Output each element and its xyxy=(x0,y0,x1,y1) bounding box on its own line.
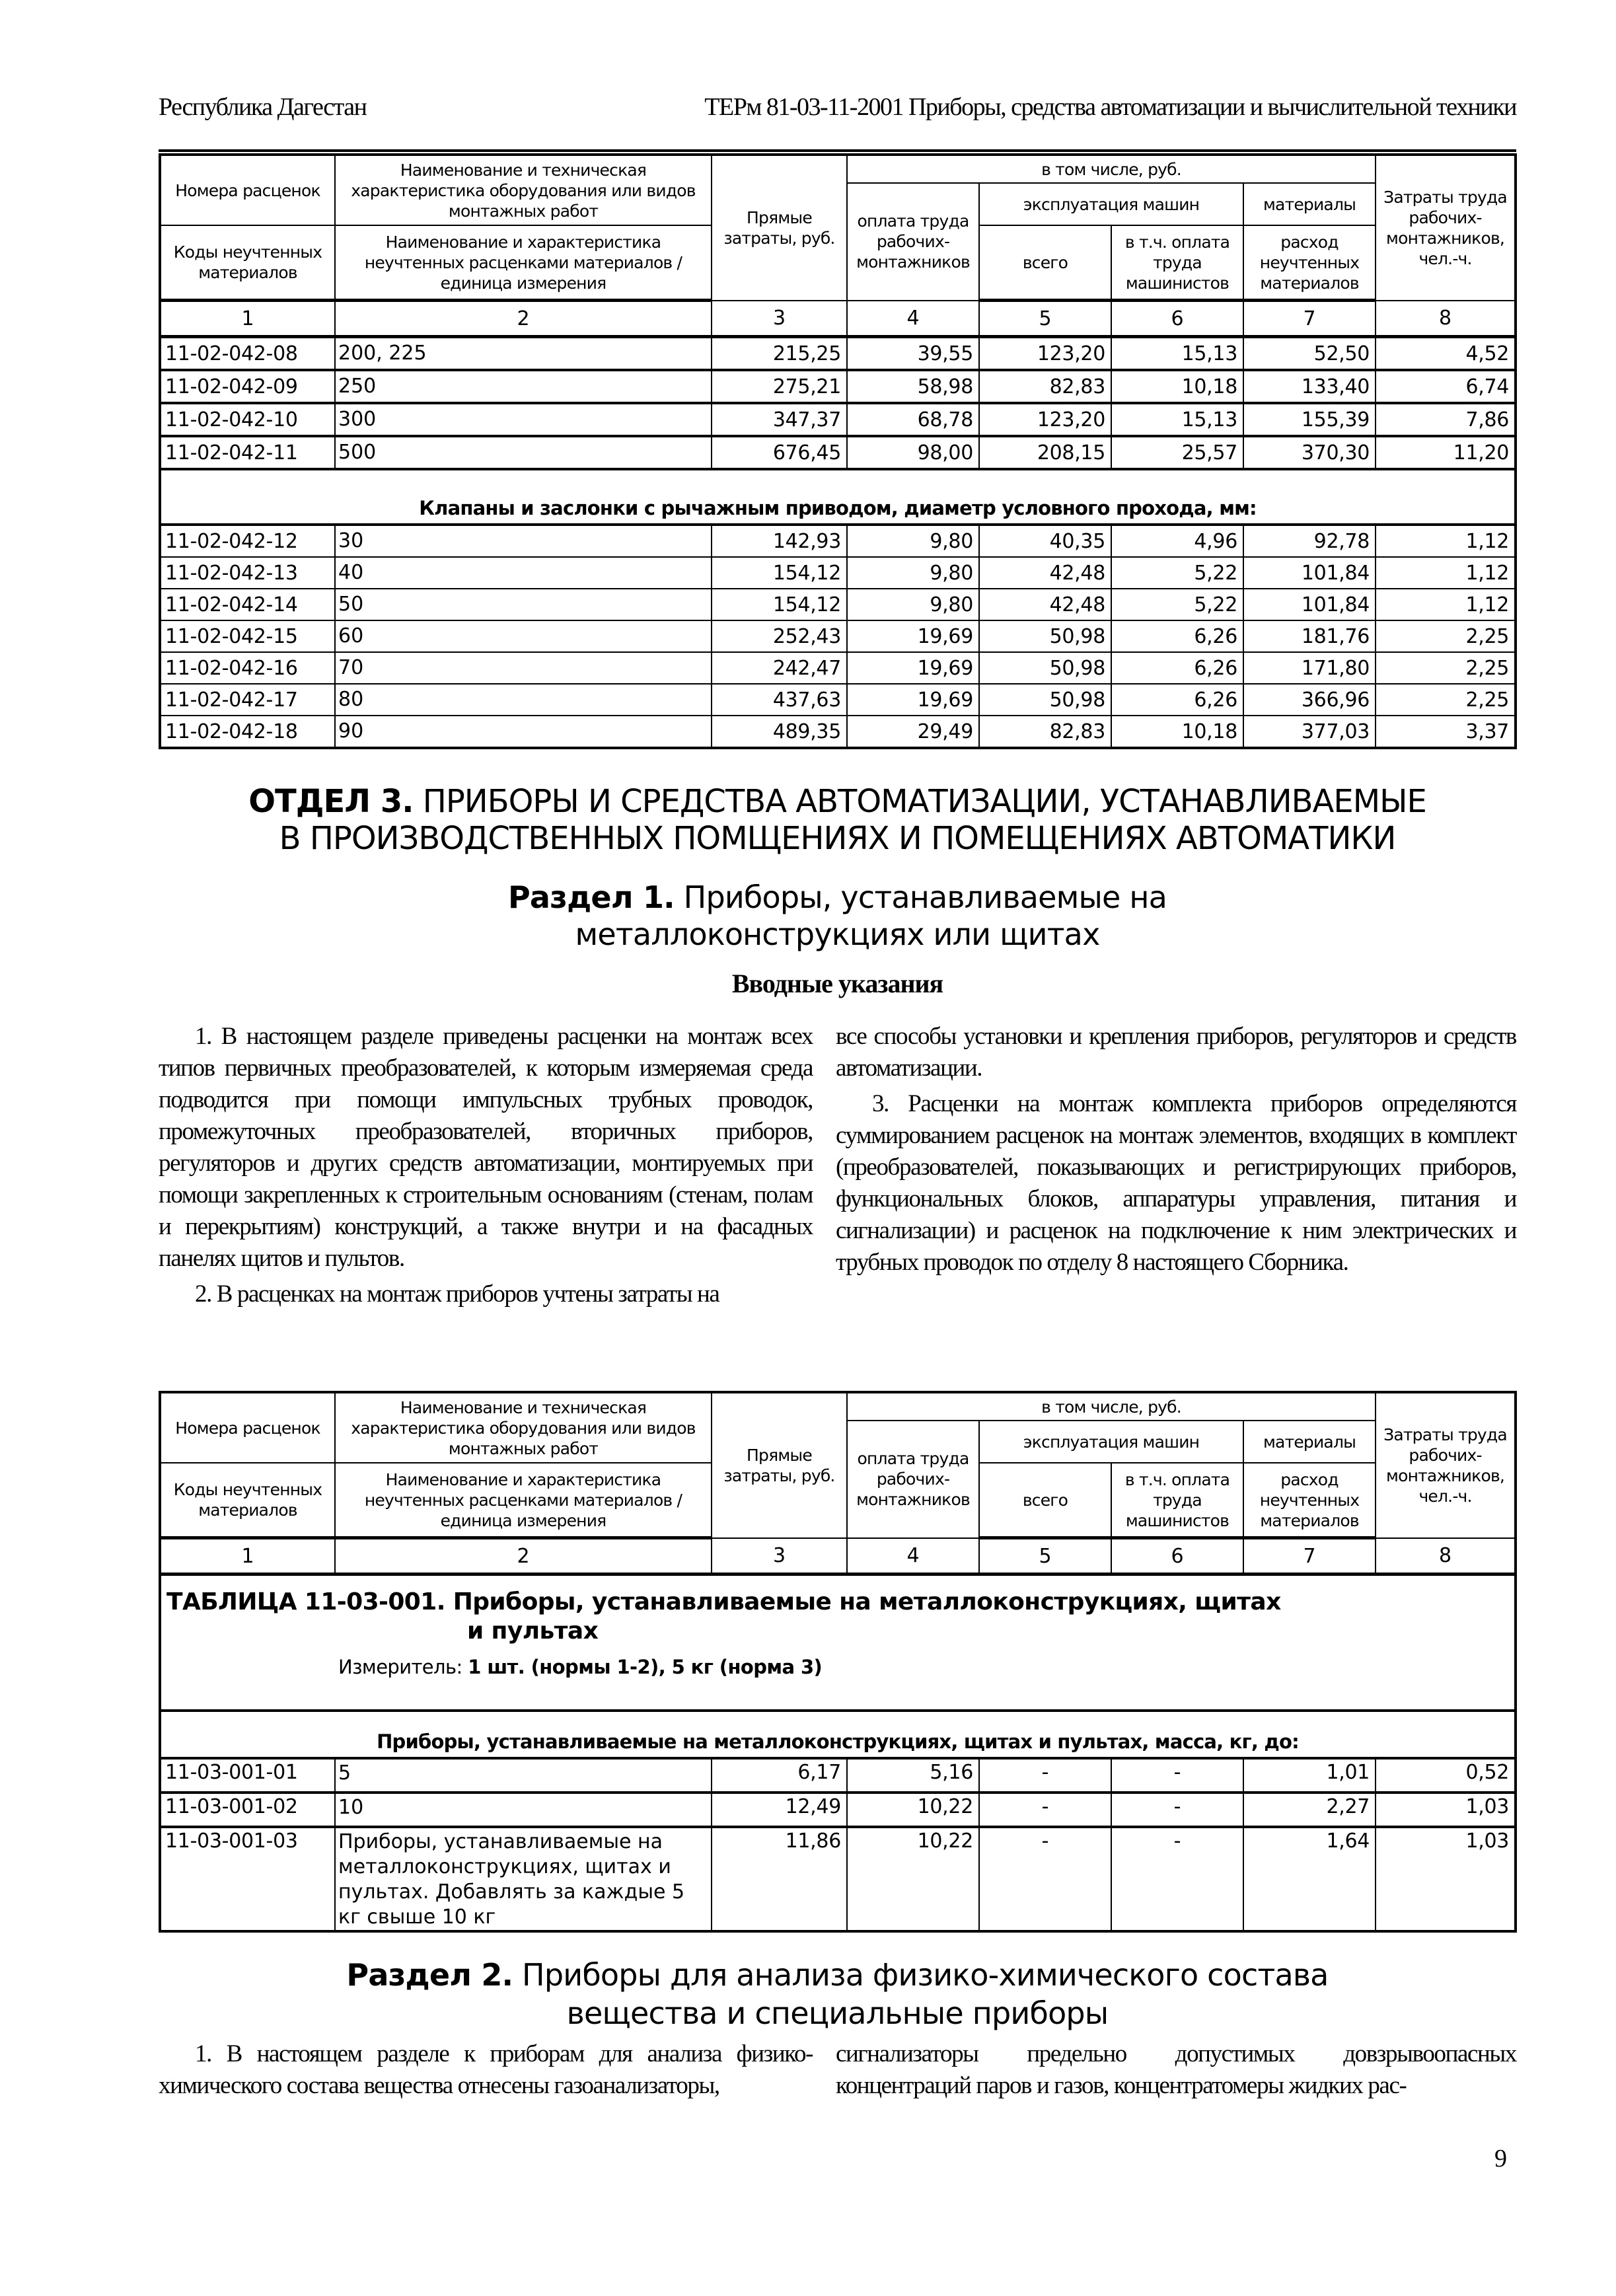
cell-labor-hours: 1,12 xyxy=(1376,589,1516,620)
cell-labor-pay: 9,80 xyxy=(847,557,979,589)
cell-machines-total: - xyxy=(979,1827,1111,1931)
cell-materials-cost: 171,80 xyxy=(1243,652,1376,684)
table-row xyxy=(160,1758,1516,1793)
cell-rate-code: 11-02-042-09 xyxy=(160,370,335,403)
cell-labor-pay: 19,69 xyxy=(847,684,979,716)
intro-paragraph-2-cont: все способы установки и крепления приборов, регуляторов и средств автоматизации. xyxy=(836,1023,1516,1082)
cell-labor-pay: 39,55 xyxy=(847,337,979,371)
col-number: 1 xyxy=(160,1538,335,1574)
table-row xyxy=(160,652,1516,684)
table-row xyxy=(160,337,1516,371)
section2-left-column xyxy=(159,2038,813,2106)
cell-machines-total: 50,98 xyxy=(979,652,1111,684)
section2-paragraph-1-cont: сигнализаторы предельно допустимых довзрывоопасных концентраций паров и газов, концентратомеры жидких рас- xyxy=(836,2040,1516,2099)
running-header xyxy=(159,93,1516,132)
table-caption-line1: Приборы, устанавливаемые на металлоконструкциях, щитах xyxy=(445,1588,1281,1615)
section1-title-line1: Приборы, устанавливаемые на xyxy=(674,879,1167,915)
cell-direct-costs: 242,47 xyxy=(712,652,847,684)
cell-rate-code: 11-02-042-18 xyxy=(160,716,335,748)
table-measure xyxy=(338,1652,1508,1682)
col-number: 2 xyxy=(335,1538,712,1574)
table-row xyxy=(160,1793,1516,1827)
header-work-name: Наименование и техническая характеристика оборудования или видов монтажных работ xyxy=(335,1392,712,1463)
cell-materials-cost: 1,64 xyxy=(1243,1827,1376,1931)
table-caption-line2: и пультах xyxy=(467,1617,599,1645)
division-label: ОТДЕЛ 3. xyxy=(248,783,414,820)
cell-materials-cost: 52,50 xyxy=(1243,337,1376,371)
col-number: 3 xyxy=(712,1538,847,1574)
section2-paragraph-1: 1. В настоящем разделе к приборам для анализа физико-химического состава вещества отнесены газоанализаторы, xyxy=(159,2040,813,2099)
col-number: 8 xyxy=(1376,1538,1516,1574)
cell-direct-costs: 275,21 xyxy=(712,370,847,403)
cell-work-name: 10 xyxy=(335,1793,712,1827)
cell-labor-hours: 2,25 xyxy=(1376,652,1516,684)
cell-labor-hours: 1,03 xyxy=(1376,1793,1516,1827)
cell-labor-hours: 6,74 xyxy=(1376,370,1516,403)
cell-machines-total: 42,48 xyxy=(979,589,1111,620)
cell-machines-total: - xyxy=(979,1758,1111,1793)
cell-rate-code: 11-02-042-14 xyxy=(160,589,335,620)
cell-materials-cost: 155,39 xyxy=(1243,403,1376,436)
header-region: Республика Дагестан xyxy=(159,93,367,121)
group-title-instruments: Приборы, устанавливаемые на металлоконструкциях, щитах и пультах, масса, кг, до: xyxy=(160,1711,1516,1758)
cell-rate-code: 11-02-042-12 xyxy=(160,525,335,557)
division-title xyxy=(159,783,1516,857)
header-materials: материалы xyxy=(1243,1421,1376,1463)
section2-label: Раздел 2. xyxy=(346,1957,513,1993)
cell-materials-cost: 370,30 xyxy=(1243,436,1376,469)
section1-title xyxy=(159,879,1516,953)
table-caption-number: ТАБЛИЦА 11-03-001. xyxy=(166,1588,445,1615)
cell-materials-cost: 366,96 xyxy=(1243,684,1376,716)
cell-labor-hours: 2,25 xyxy=(1376,620,1516,652)
cell-work-name: 90 xyxy=(335,716,712,748)
cell-machinists-pay: 6,26 xyxy=(1111,684,1243,716)
cell-work-name: 60 xyxy=(335,620,712,652)
cell-machinists-pay: - xyxy=(1111,1793,1243,1827)
intro-title: Вводные указания xyxy=(731,969,943,998)
cell-work-name: 500 xyxy=(335,436,712,469)
header-materials: материалы xyxy=(1243,183,1376,225)
cell-machinists-pay: 15,13 xyxy=(1111,403,1243,436)
cell-direct-costs: 154,12 xyxy=(712,589,847,620)
table-row xyxy=(160,436,1516,469)
header-document-title: ТЕРм 81-03-11-2001 Приборы, средства автоматизации и вычислительной техники xyxy=(704,93,1516,121)
table-row xyxy=(160,557,1516,589)
cell-work-name: 70 xyxy=(335,652,712,684)
col-number: 2 xyxy=(335,301,712,337)
col-number: 6 xyxy=(1111,301,1243,337)
cell-labor-hours: 3,37 xyxy=(1376,716,1516,748)
header-including: в том числе, руб. xyxy=(847,155,1376,183)
cell-machines-total: 40,35 xyxy=(979,525,1111,557)
header-machines-total: всего xyxy=(979,1463,1111,1538)
division-title-line1: ПРИБОРЫ И СРЕДСТВА АВТОМАТИЗАЦИИ, УСТАНАВЛИВАЕМЫЕ xyxy=(413,783,1426,820)
col-number: 4 xyxy=(847,301,979,337)
cell-labor-hours: 1,03 xyxy=(1376,1827,1516,1931)
col-number: 5 xyxy=(979,301,1111,337)
cell-machines-total: 82,83 xyxy=(979,370,1111,403)
intro-paragraph-3: 3. Расценки на монтаж комплекта приборов определяются суммированием расценок на монтаж элементов, входящих в комплект (преобразователей, показывающих и регистрирующих приборов, функциональных блоков, аппаратуры управления, питания и сигнализации) и расценок на подключение к ним электрических и трубных проводок по отделу 8 настоящего Сборника. xyxy=(836,1090,1516,1276)
cell-machines-total: 42,48 xyxy=(979,557,1111,589)
table1-rows-a xyxy=(160,337,1516,470)
header-rule xyxy=(159,149,1516,152)
col-number: 1 xyxy=(160,301,335,337)
cell-direct-costs: 11,86 xyxy=(712,1827,847,1931)
section1-label: Раздел 1. xyxy=(508,879,675,915)
cell-machines-total: 208,15 xyxy=(979,436,1111,469)
col-number: 4 xyxy=(847,1538,979,1574)
header-machinists-pay: в т.ч. оплата труда машинистов xyxy=(1111,225,1243,301)
cell-direct-costs: 12,49 xyxy=(712,1793,847,1827)
header-including: в том числе, руб. xyxy=(847,1392,1376,1421)
header-labor-pay: оплата труда рабочих-монтажников xyxy=(847,183,979,301)
cell-work-name: 5 xyxy=(335,1758,712,1793)
cell-materials-cost: 377,03 xyxy=(1243,716,1376,748)
header-machinists-pay: в т.ч. оплата труда машинистов xyxy=(1111,1463,1243,1538)
cell-work-name: Приборы, устанавливаемые на металлоконструкциях, щитах и пультах. Добавлять за каждые 5 кг свыше 10 кг xyxy=(335,1827,712,1931)
cell-labor-pay: 5,16 xyxy=(847,1758,979,1793)
cell-machinists-pay: 5,22 xyxy=(1111,557,1243,589)
cell-machinists-pay: 4,96 xyxy=(1111,525,1243,557)
cell-direct-costs: 252,43 xyxy=(712,620,847,652)
table-row xyxy=(160,370,1516,403)
cell-labor-hours: 0,52 xyxy=(1376,1758,1516,1793)
cell-rate-code: 11-02-042-11 xyxy=(160,436,335,469)
header-machines-total: всего xyxy=(979,225,1111,301)
cell-machinists-pay: - xyxy=(1111,1827,1243,1931)
cell-machinists-pay: 6,26 xyxy=(1111,652,1243,684)
header-direct-costs: Прямые затраты, руб. xyxy=(712,155,847,301)
col-number: 6 xyxy=(1111,1538,1243,1574)
division-title-line2: В ПРОИЗВОДСТВЕННЫХ ПОМЩЕНИЯХ И ПОМЕЩЕНИЯХ АВТОМАТИКИ xyxy=(279,820,1396,857)
cell-materials-cost: 1,01 xyxy=(1243,1758,1376,1793)
cell-work-name: 40 xyxy=(335,557,712,589)
section2-title-line2: вещества и специальные приборы xyxy=(566,1995,1109,2031)
cell-labor-pay: 98,00 xyxy=(847,436,979,469)
cell-labor-pay: 9,80 xyxy=(847,589,979,620)
cell-rate-code: 11-03-001-02 xyxy=(160,1793,335,1827)
header-material-consumption: расход неучтенных материалов xyxy=(1243,1463,1376,1538)
header-material-names: Наименование и характеристика неучтенных расценками материалов / единица измерения xyxy=(335,1463,712,1538)
header-material-codes: Коды неучтенных материалов xyxy=(160,225,335,301)
header-labor-hours: Затраты труда рабочих-монтажников, чел.-ч. xyxy=(1376,1392,1516,1538)
cell-materials-cost: 133,40 xyxy=(1243,370,1376,403)
col-number: 3 xyxy=(712,301,847,337)
cell-machines-total: - xyxy=(979,1793,1111,1827)
header-labor-pay: оплата труда рабочих-монтажников xyxy=(847,1421,979,1538)
cell-materials-cost: 101,84 xyxy=(1243,557,1376,589)
col-number: 7 xyxy=(1243,1538,1376,1574)
group-title-valves: Клапаны и заслонки с рычажным приводом, диаметр условного прохода, мм: xyxy=(160,469,1516,525)
cell-work-name: 80 xyxy=(335,684,712,716)
cell-direct-costs: 142,93 xyxy=(712,525,847,557)
cell-labor-pay: 10,22 xyxy=(847,1827,979,1931)
cell-work-name: 50 xyxy=(335,589,712,620)
cell-direct-costs: 154,12 xyxy=(712,557,847,589)
cell-rate-code: 11-02-042-13 xyxy=(160,557,335,589)
header-material-codes: Коды неучтенных материалов xyxy=(160,1463,335,1538)
cell-materials-cost: 92,78 xyxy=(1243,525,1376,557)
cell-materials-cost: 101,84 xyxy=(1243,589,1376,620)
cell-labor-hours: 11,20 xyxy=(1376,436,1516,469)
intro-paragraph-2: 2. В расценках на монтаж приборов учтены затраты на xyxy=(195,1280,719,1308)
cell-labor-pay: 9,80 xyxy=(847,525,979,557)
header-labor-hours: Затраты труда рабочих-монтажников, чел.-ч. xyxy=(1376,155,1516,301)
table-row xyxy=(160,1827,1516,1931)
header-rate-numbers: Номера расценок xyxy=(160,1392,335,1463)
intro-right-column xyxy=(836,1021,1516,1282)
cell-work-name: 30 xyxy=(335,525,712,557)
page-number: 9 xyxy=(1494,2145,1507,2172)
cell-labor-pay: 19,69 xyxy=(847,620,979,652)
cell-rate-code: 11-02-042-15 xyxy=(160,620,335,652)
cell-direct-costs: 6,17 xyxy=(712,1758,847,1793)
col-number: 5 xyxy=(979,1538,1111,1574)
cell-machinists-pay: 25,57 xyxy=(1111,436,1243,469)
cell-machinists-pay: 6,26 xyxy=(1111,620,1243,652)
cell-rate-code: 11-03-001-01 xyxy=(160,1758,335,1793)
measure-value: 1 шт. (нормы 1-2), 5 кг (норма 3) xyxy=(468,1656,823,1678)
header-machines: эксплуатация машин xyxy=(979,1421,1243,1463)
header-material-names: Наименование и характеристика неучтенных расценками материалов / единица измерения xyxy=(335,225,712,301)
cell-direct-costs: 215,25 xyxy=(712,337,847,371)
cell-machinists-pay: 10,18 xyxy=(1111,716,1243,748)
cell-machinists-pay: 10,18 xyxy=(1111,370,1243,403)
cell-labor-pay: 19,69 xyxy=(847,652,979,684)
rates-table-11-03-001 xyxy=(159,1391,1517,1933)
table-row xyxy=(160,684,1516,716)
intro-paragraph-1: 1. В настоящем разделе приведены расценки на монтаж всех типов первичных преобразователей, к которым измеряемая среда подводится при помощи импульсных трубных проводок, промежуточных преобразователей, вторичных приборов, регуляторов и других средств автоматизации, монтируемых при помощи закрепленных к строительным основаниям (стенам, полам и перекрытиям) конструкций, а также внутри и на фасадных панелях щитов и пультов. xyxy=(159,1023,813,1272)
header-direct-costs: Прямые затраты, руб. xyxy=(712,1392,847,1538)
cell-work-name: 300 xyxy=(335,403,712,436)
cell-labor-pay: 58,98 xyxy=(847,370,979,403)
cell-rate-code: 11-02-042-08 xyxy=(160,337,335,371)
cell-rate-code: 11-02-042-10 xyxy=(160,403,335,436)
cell-labor-hours: 7,86 xyxy=(1376,403,1516,436)
cell-direct-costs: 347,37 xyxy=(712,403,847,436)
table2-rows xyxy=(160,1758,1516,1931)
cell-machines-total: 82,83 xyxy=(979,716,1111,748)
measure-label: Измеритель: xyxy=(338,1656,468,1678)
header-rate-numbers: Номера расценок xyxy=(160,155,335,225)
header-material-consumption: расход неучтенных материалов xyxy=(1243,225,1376,301)
cell-machinists-pay: 5,22 xyxy=(1111,589,1243,620)
cell-labor-hours: 4,52 xyxy=(1376,337,1516,371)
col-number: 7 xyxy=(1243,301,1376,337)
cell-machines-total: 50,98 xyxy=(979,620,1111,652)
table-row xyxy=(160,403,1516,436)
cell-labor-hours: 1,12 xyxy=(1376,557,1516,589)
cell-machines-total: 123,20 xyxy=(979,337,1111,371)
table-row xyxy=(160,525,1516,557)
col-number: 8 xyxy=(1376,301,1516,337)
cell-work-name: 250 xyxy=(335,370,712,403)
cell-direct-costs: 489,35 xyxy=(712,716,847,748)
rates-table-11-02-042 xyxy=(159,153,1517,749)
cell-labor-pay: 10,22 xyxy=(847,1793,979,1827)
cell-labor-hours: 1,12 xyxy=(1376,525,1516,557)
cell-work-name: 200, 225 xyxy=(335,337,712,371)
section1-title-line2: металлоконструкциях или щитах xyxy=(575,916,1100,952)
intro-left-column xyxy=(159,1021,813,1314)
cell-machinists-pay: - xyxy=(1111,1758,1243,1793)
section2-right-column xyxy=(836,2038,1516,2106)
cell-labor-hours: 2,25 xyxy=(1376,684,1516,716)
cell-rate-code: 11-02-042-16 xyxy=(160,652,335,684)
header-work-name: Наименование и техническая характеристика оборудования или видов монтажных работ xyxy=(335,155,712,225)
cell-materials-cost: 181,76 xyxy=(1243,620,1376,652)
cell-labor-pay: 68,78 xyxy=(847,403,979,436)
section2-title-line1: Приборы для анализа физико-химического состава xyxy=(513,1957,1329,1993)
cell-machines-total: 50,98 xyxy=(979,684,1111,716)
table-row xyxy=(160,716,1516,748)
cell-labor-pay: 29,49 xyxy=(847,716,979,748)
cell-materials-cost: 2,27 xyxy=(1243,1793,1376,1827)
cell-machines-total: 123,20 xyxy=(979,403,1111,436)
cell-rate-code: 11-02-042-17 xyxy=(160,684,335,716)
table-row xyxy=(160,620,1516,652)
section2-title xyxy=(159,1956,1516,2032)
table1-rows-b xyxy=(160,525,1516,748)
table-caption xyxy=(160,1574,1516,1711)
header-machines: эксплуатация машин xyxy=(979,183,1243,225)
table-row xyxy=(160,589,1516,620)
cell-direct-costs: 676,45 xyxy=(712,436,847,469)
cell-rate-code: 11-03-001-03 xyxy=(160,1827,335,1931)
cell-machinists-pay: 15,13 xyxy=(1111,337,1243,371)
cell-direct-costs: 437,63 xyxy=(712,684,847,716)
